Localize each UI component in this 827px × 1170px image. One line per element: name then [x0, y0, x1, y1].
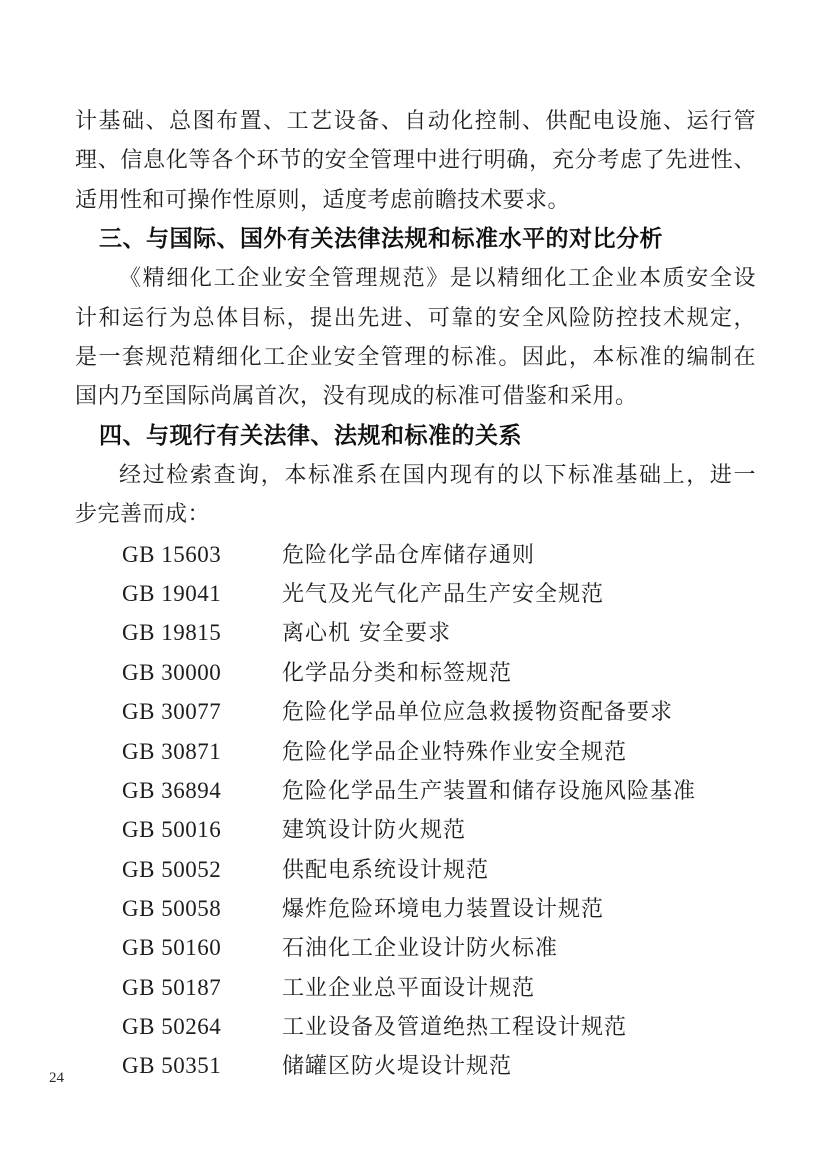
standard-name: 危险化学品生产装置和储存设施风险基准 — [282, 778, 697, 804]
body-line: 计基础、总图布置、工艺设备、自动化控制、供配电设施、运行管 — [75, 109, 756, 134]
section-heading-3: 三、与国际、国外有关法律法规和标准水平的对比分析 — [99, 226, 663, 253]
section-heading-4: 四、与现行有关法律、法规和标准的关系 — [99, 422, 522, 449]
standard-name: 离心机 安全要求 — [282, 621, 451, 647]
standard-name: 储罐区防火堤设计规范 — [282, 1054, 513, 1080]
standard-code: GB 19041 — [122, 581, 222, 607]
body-line: 《精细化工企业安全管理规范》是以精细化工企业本质安全设 — [119, 266, 756, 292]
standard-code: GB 30871 — [122, 738, 222, 764]
standard-code: GB 15603 — [122, 541, 222, 567]
standard-code: GB 36894 — [122, 777, 222, 803]
standard-code: GB 50052 — [122, 856, 222, 882]
standard-name: 石油化工企业设计防火标准 — [282, 936, 559, 962]
standard-code: GB 19815 — [122, 620, 222, 646]
standard-row — [75, 928, 756, 967]
standard-code: GB 30077 — [122, 699, 222, 725]
page-number: 24 — [49, 1070, 64, 1086]
standard-name: 光气及光气化产品生产安全规范 — [282, 582, 605, 608]
standard-name: 供配电系统设计规范 — [282, 857, 490, 883]
standard-row — [75, 535, 756, 574]
standard-code: GB 50187 — [122, 974, 222, 1000]
standard-code: GB 50351 — [122, 1053, 222, 1079]
standard-row — [75, 968, 756, 1007]
standard-name: 危险化学品企业特殊作业安全规范 — [282, 739, 628, 765]
body-line: 理、信息化等各个环节的安全管理中进行明确，充分考虑了先进性、 — [75, 148, 756, 174]
body-line: 步完善而成： — [75, 502, 211, 528]
standard-name: 工业企业总平面设计规范 — [282, 975, 536, 1001]
document-content — [75, 102, 756, 1086]
standard-code: GB 50058 — [122, 895, 222, 921]
standard-row — [75, 653, 756, 692]
body-line: 是一套规范精细化工企业安全管理的标准。因此，本标准的编制在 — [75, 345, 756, 371]
standard-code: GB 30000 — [122, 659, 222, 685]
standard-row — [75, 1046, 756, 1085]
body-line: 国内乃至国际尚属首次，没有现成的标准可借鉴和采用。 — [75, 384, 638, 410]
standard-row — [75, 850, 756, 889]
standard-name: 爆炸危险环境电力装置设计规范 — [282, 896, 605, 922]
standard-name: 工业设备及管道绝热工程设计规范 — [282, 1014, 628, 1040]
standard-row — [75, 1007, 756, 1046]
standard-row — [75, 613, 756, 652]
standard-name: 危险化学品单位应急救援物资配备要求 — [282, 700, 674, 726]
body-line: 计和运行为总体目标，提出先进、可靠的安全风险防控技术规定， — [75, 305, 756, 331]
standard-row — [75, 732, 756, 771]
standard-code: GB 50160 — [122, 935, 222, 961]
body-line: 适用性和可操作性原则，适度考虑前瞻技术要求。 — [75, 187, 571, 213]
standard-code: GB 50016 — [122, 817, 222, 843]
standard-name: 建筑设计防火规范 — [282, 818, 467, 844]
standard-row — [75, 889, 756, 928]
body-line: 经过检索查询，本标准系在国内现有的以下标准基础上，进一 — [119, 463, 756, 489]
standard-row — [75, 810, 756, 849]
standard-row — [75, 574, 756, 613]
standard-row — [75, 692, 756, 731]
standard-row — [75, 771, 756, 810]
standard-code: GB 50264 — [122, 1013, 222, 1039]
standard-name: 危险化学品仓库储存通则 — [282, 542, 536, 568]
standard-name: 化学品分类和标签规范 — [282, 660, 513, 686]
